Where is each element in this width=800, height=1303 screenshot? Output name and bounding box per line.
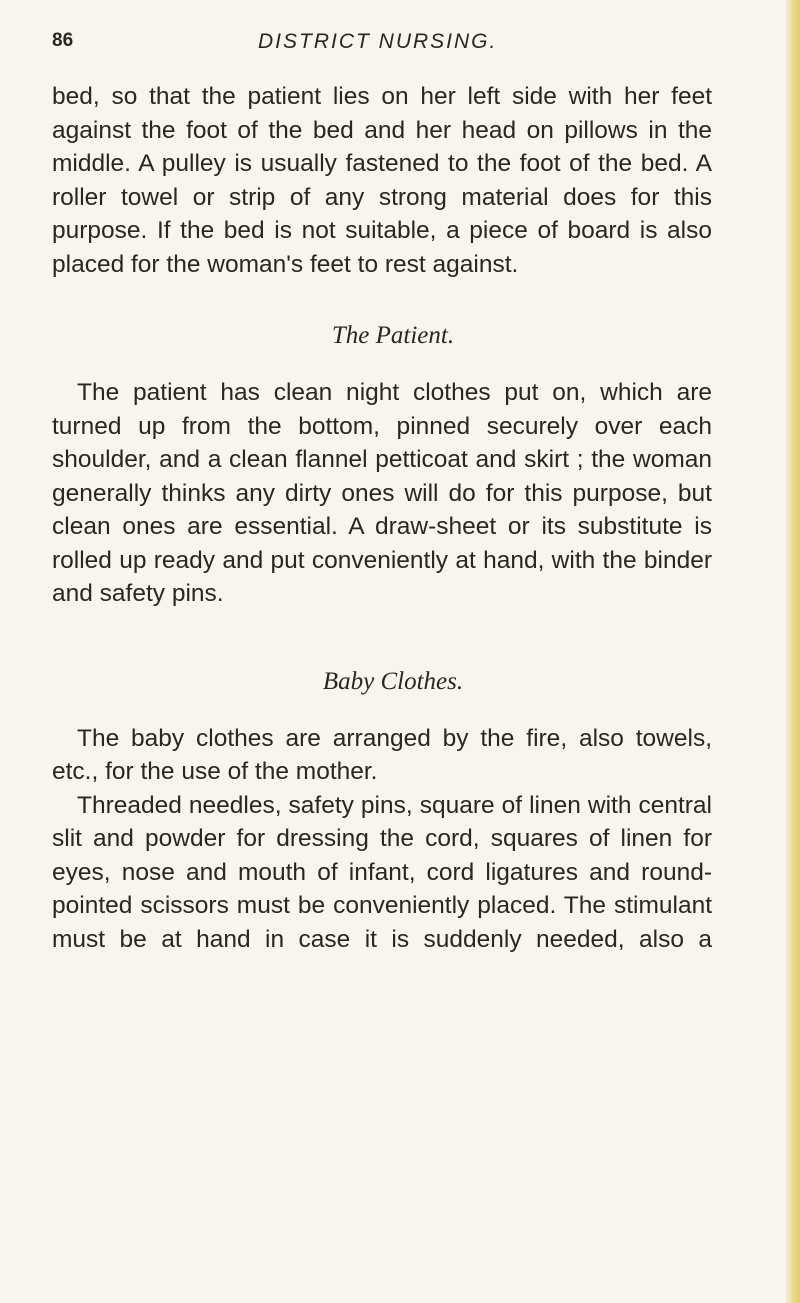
section-heading-baby-clothes: Baby Clothes. [322,667,464,695]
paragraph-patient: The patient has clean night clothes put on, which are turned up from the bottom, pinned securely over each shoulder, and a clean flannel petticoat and skirt ; the woman generally thinks any dirty ones will do for this purpose, but clean ones are essential. A draw-sheet or its substitute is rolled up ready and put conveniently at hand, with the binder and safety pins. [52,379,712,607]
running-title: DISTRICT NURSING. [258,30,498,53]
body-text [52,80,712,956]
paragraph-baby-clothes: The baby clothes are arranged by the fire, also towels, etc., for the use of the mother. [52,724,712,785]
paragraph-supplies: Threaded needles, safety pins, square of linen with central slit and powder for dressing the cord, squares of linen for eyes, nose and mouth of infant, cord ligatures and round-pointed scissors must be conveniently placed. The stimulant must be at hand in case it is suddenly needed, also a [52,791,712,953]
page-edge [786,0,800,1303]
paragraph-continuation: bed, so that the patient lies on her left side with her feet against the foot of the bed and her head on pillows in the middle. A pulley is usually fastened to the foot of the bed. A roller towel or strip of any strong material does for this purpose. If the bed is not suitable, a piece of board is also placed for the woman's feet to rest against. [52,83,712,278]
running-head [52,30,752,60]
section-heading-the-patient: The Patient. [331,322,455,349]
page-number: 86 [52,30,74,51]
